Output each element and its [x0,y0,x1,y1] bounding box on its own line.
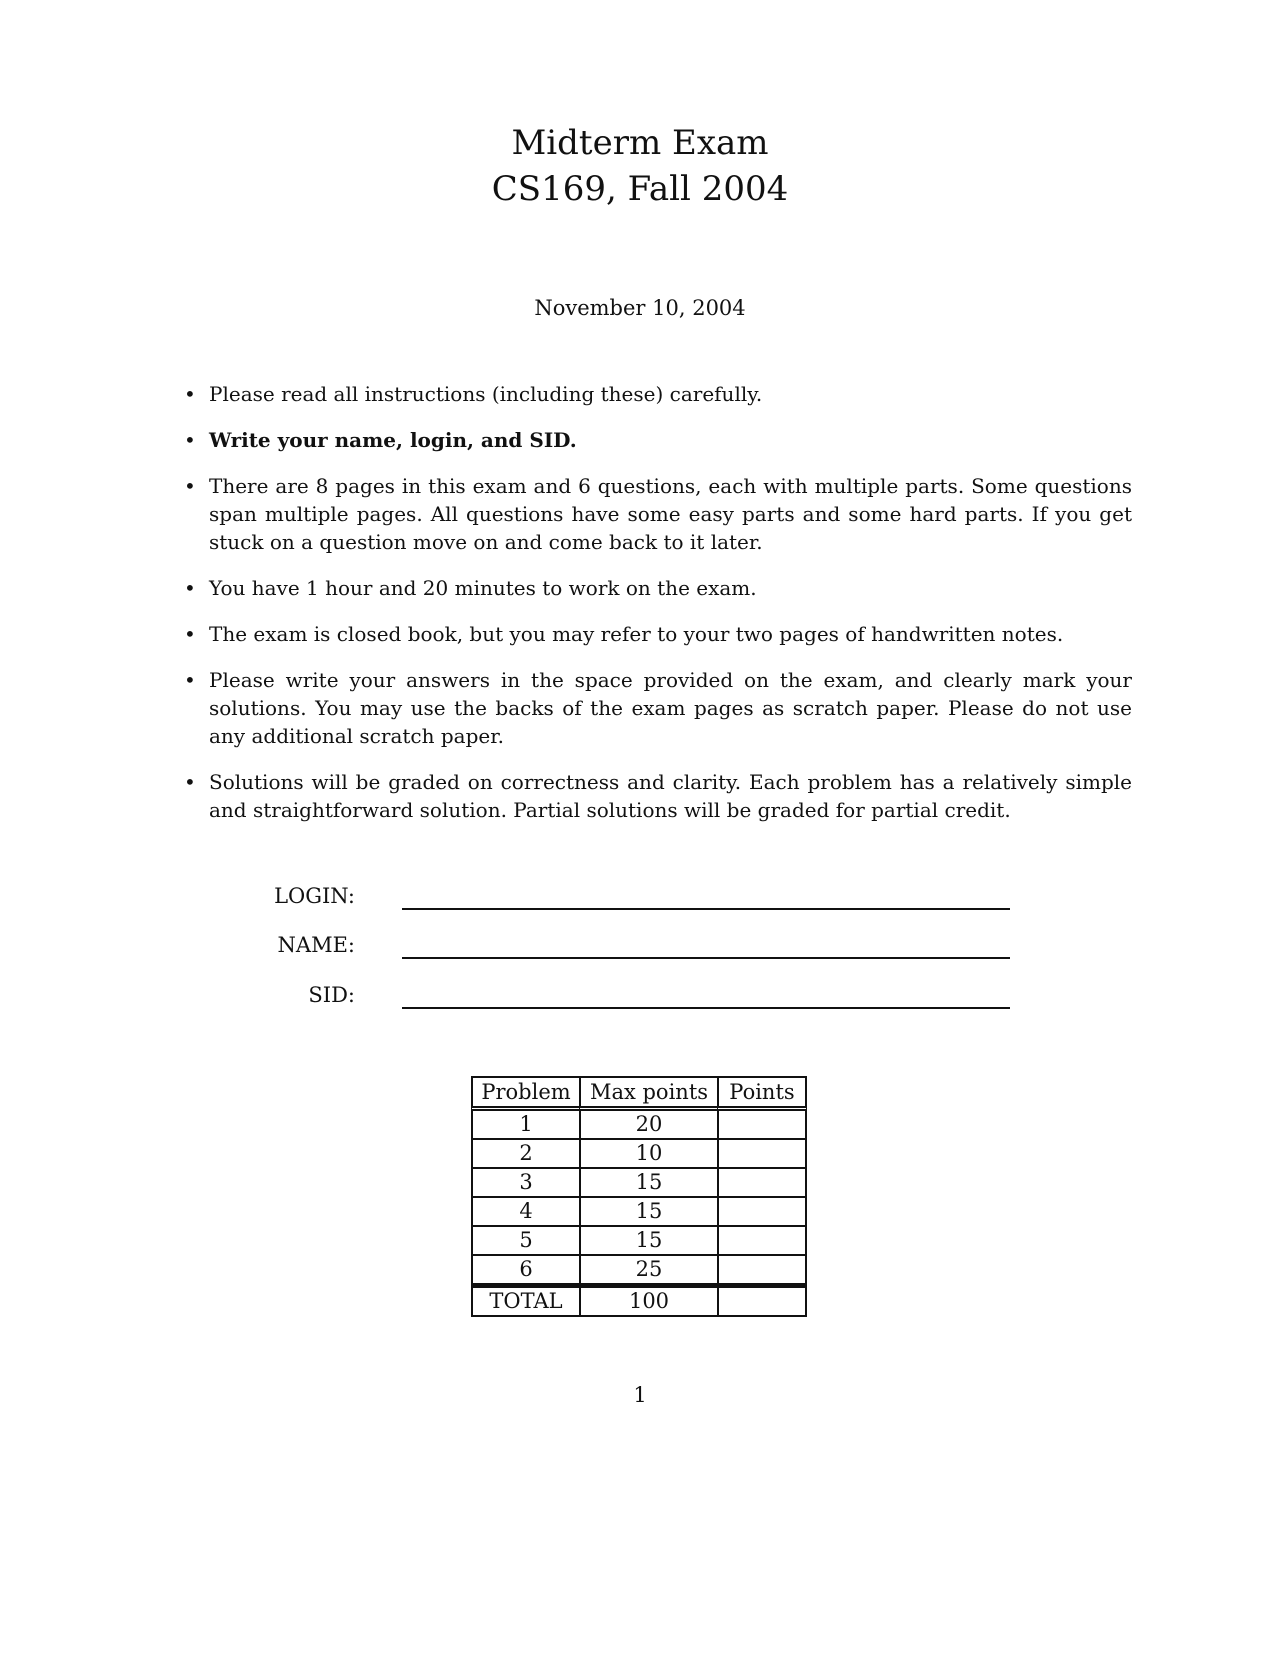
instruction-item [182,768,1132,824]
max-points: 15 [579,1169,717,1198]
points-cell[interactable] [717,1227,807,1256]
instruction-item [182,666,1132,750]
total-label: TOTAL [471,1285,579,1317]
max-points: 20 [579,1111,717,1140]
instructions-list [182,380,1132,842]
name-field[interactable] [402,957,1010,959]
instruction-item [182,426,1132,454]
table-row [471,1111,807,1140]
problem-number: 3 [471,1169,579,1198]
points-cell[interactable] [717,1140,807,1169]
bullet-icon: • [184,622,196,646]
problem-number: 4 [471,1198,579,1227]
bullet-icon: • [184,474,196,498]
max-points: 25 [579,1256,717,1285]
instruction-text: Write your name, login, and SID. [209,428,577,452]
login-label: LOGIN: [274,884,355,908]
header-points: Points [717,1076,807,1111]
points-cell[interactable] [717,1256,807,1285]
table-row [471,1140,807,1169]
exam-title-block [0,120,1280,212]
bullet-icon: • [184,428,196,452]
points-cell[interactable] [717,1169,807,1198]
instruction-item [182,574,1132,602]
instruction-text: You have 1 hour and 20 minutes to work on the exam. [209,576,757,600]
bullet-icon: • [184,770,196,794]
course-title: CS169, Fall 2004 [491,169,789,209]
instruction-text: Please read all instructions (including these) carefully. [209,382,763,406]
exam-date: November 10, 2004 [534,296,746,320]
instruction-item [182,620,1132,648]
sid-field[interactable] [402,1007,1010,1009]
name-field-row [220,929,1010,959]
name-label: NAME: [277,933,355,957]
exam-title: Midterm Exam [511,123,769,163]
bullet-icon: • [184,668,196,692]
instruction-item [182,472,1132,556]
instruction-item [182,380,1132,408]
points-cell[interactable] [717,1198,807,1227]
bullet-icon: • [184,576,196,600]
problem-number: 6 [471,1256,579,1285]
instruction-text: Please write your answers in the space provided on the exam, and clearly mark your solutions. You may use the backs of the exam pages as scratch paper. Please do not use any additional scratch paper. [209,668,1132,748]
max-points: 15 [579,1227,717,1256]
table-row [471,1227,807,1256]
table-row [471,1198,807,1227]
problem-number: 1 [471,1111,579,1140]
sid-field-row [220,979,1010,1009]
bullet-icon: • [184,382,196,406]
table-row [471,1169,807,1198]
score-table [471,1076,807,1317]
login-field-row [220,880,1010,910]
total-max-points: 100 [579,1285,717,1317]
total-points-cell[interactable] [717,1285,807,1317]
instruction-text: There are 8 pages in this exam and 6 questions, each with multiple parts. Some questions span multiple pages. All questions have some easy parts and some hard parts. If you get stuck on a question move on and come back to it later. [209,474,1132,554]
table-row [471,1256,807,1285]
points-cell[interactable] [717,1111,807,1140]
sid-label: SID: [308,983,355,1007]
header-problem: Problem [471,1076,579,1111]
instruction-text: Solutions will be graded on correctness and clarity. Each problem has a relatively simple and straightforward solution. Partial solutions will be graded for partial credit. [209,770,1132,822]
page-number: 1 [633,1383,647,1407]
table-header-row [471,1076,807,1111]
header-max-points: Max points [579,1076,717,1111]
problem-number: 5 [471,1227,579,1256]
login-field[interactable] [402,908,1010,910]
problem-number: 2 [471,1140,579,1169]
instruction-text: The exam is closed book, but you may refer to your two pages of handwritten notes. [209,622,1064,646]
max-points: 10 [579,1140,717,1169]
max-points: 15 [579,1198,717,1227]
total-row [471,1285,807,1317]
